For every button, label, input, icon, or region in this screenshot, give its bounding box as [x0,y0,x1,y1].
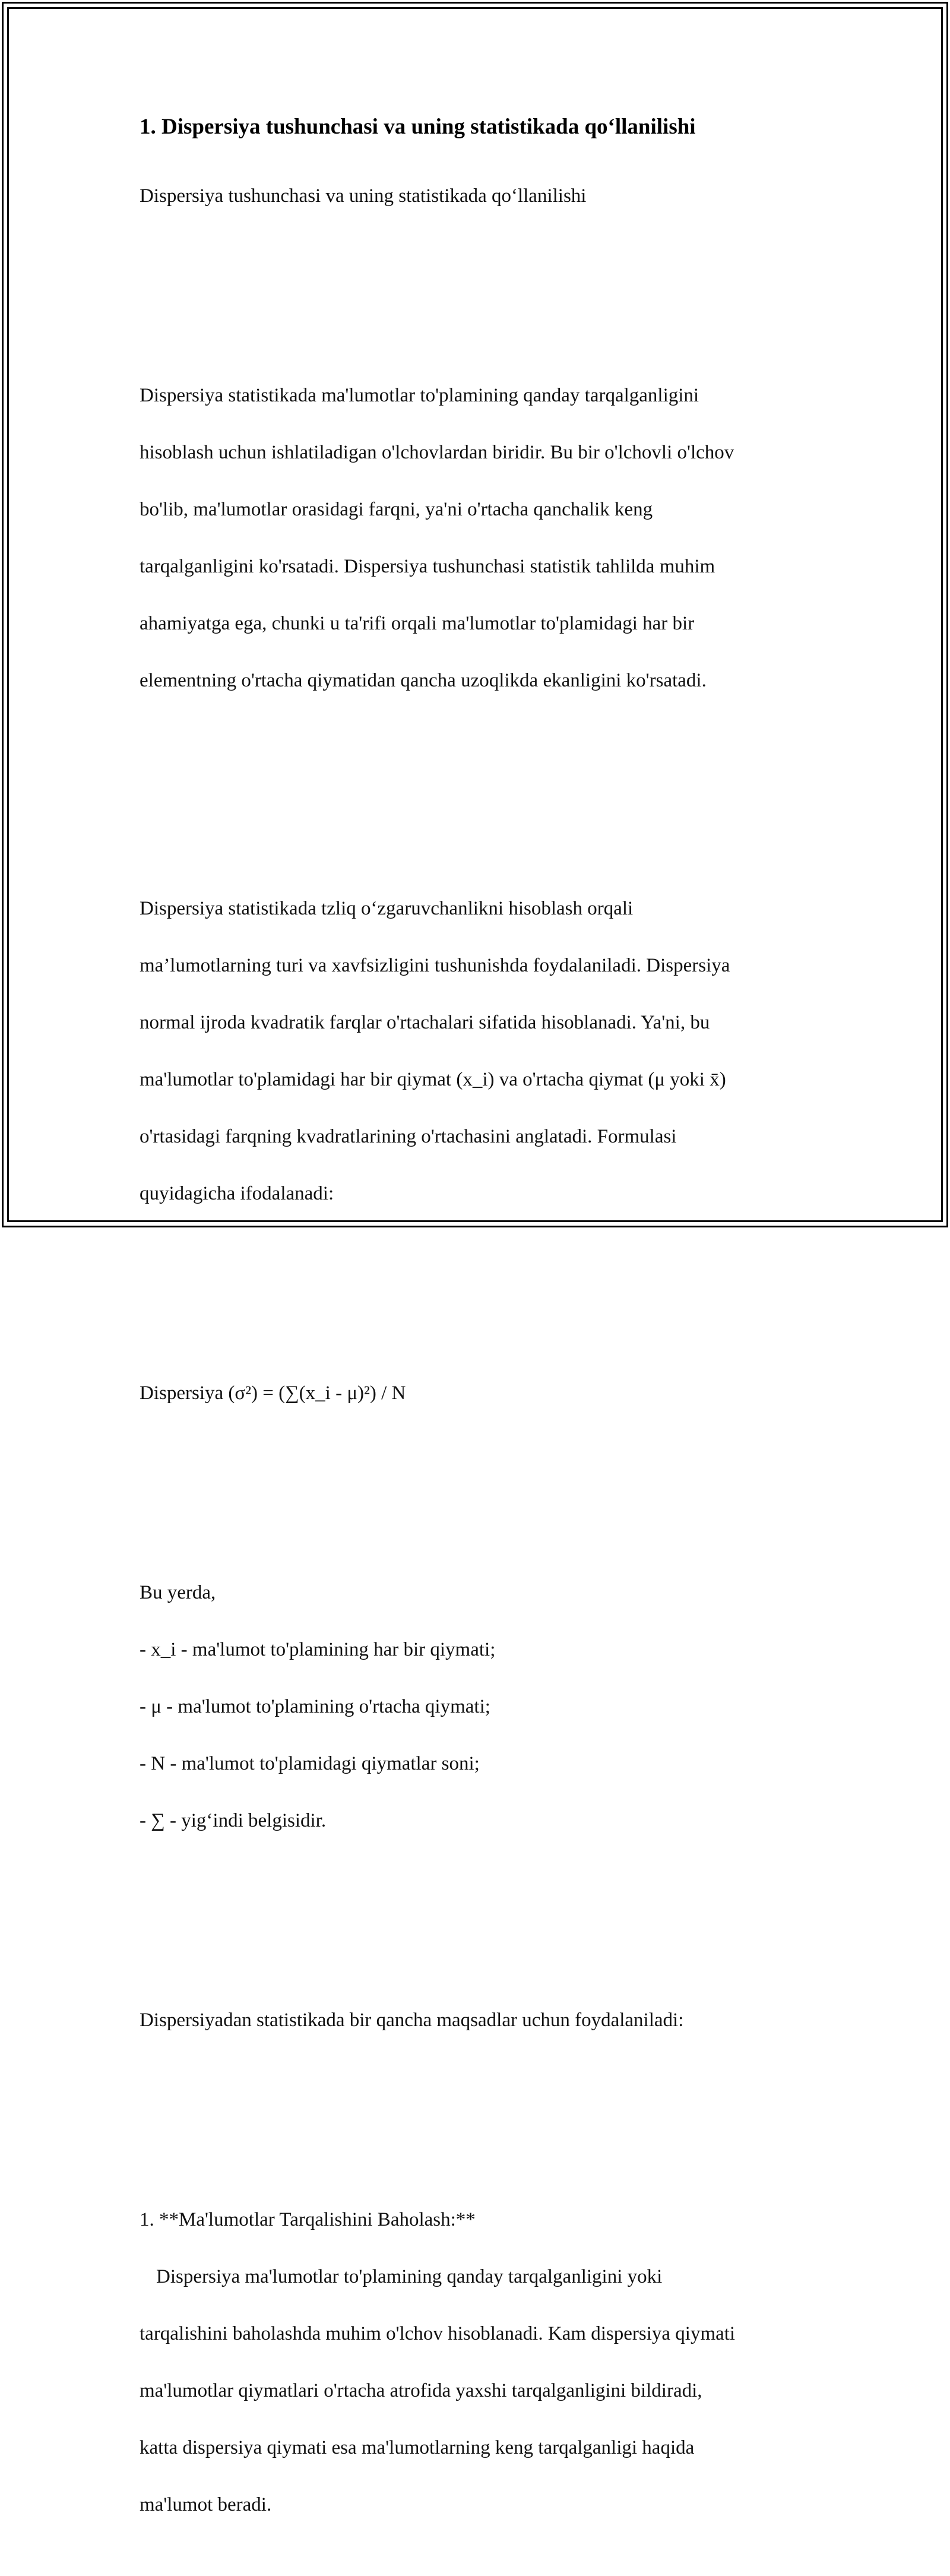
document-title: 1. Dispersiya tushunchasi va uning statistikada qo‘llanilishi [140,115,696,139]
legend-intro: Bu yerda, [140,1582,216,1603]
paragraph-2-line: normal ijroda kvadratik farqlar o'rtachalari sifatida hisoblanadi. Ya'ni, bu [140,1012,710,1033]
paragraph-1-line: bo'lib, ma'lumotlar orasidagi farqni, ya'ni o'rtacha qanchalik keng [140,499,653,520]
purpose-1-heading: 1. **Ma'lumotlar Tarqalishini Baholash:** [140,2209,476,2230]
purpose-1-line: ma'lumot beradi. [140,2494,272,2515]
paragraph-1-line: elementning o'rtacha qiymatidan qancha uzoqlikda ekanligini ko'rsatadi. [140,670,707,691]
legend-item: - μ - ma'lumot to'plamining o'rtacha qiymati; [140,1696,490,1717]
paragraph-1-line: tarqalganligini ko'rsatadi. Dispersiya tushunchasi statistik tahlilda muhim [140,556,715,577]
spacer [140,780,810,809]
purpose-1-line: tarqalishini baholashda muhim o'lchov hisoblanadi. Kam dispersiya qiymati [140,2323,736,2344]
purpose-1-line: katta dispersiya qiymati esa ma'lumotlarning keng tarqalganligi haqida [140,2437,695,2458]
spacer [140,1293,810,1322]
spacer [140,1920,810,1949]
paragraph-2-line: quyidagicha ifodalanadi: [140,1183,334,1204]
legend-item: - x_i - ma'lumot to'plamining har bir qiymati; [140,1639,496,1660]
paragraph-1-line: ahamiyatga ega, chunki u ta'rifi orqali ma'lumotlar to'plamidagi har bir [140,613,695,634]
paragraph-2-line: o'rtasidagi farqning kvadratlarining o'rtachasini anglatadi. Formulasi [140,1126,677,1147]
paragraph-1-line: Dispersiya statistikada ma'lumotlar to'plamining qanday tarqalganligini [140,385,699,406]
spacer [140,1464,810,1493]
legend-item: - N - ma'lumot to'plamidagi qiymatlar soni; [140,1753,480,1774]
paragraph-1-line: hisoblash uchun ishlatiladigan o'lchovlardan biridir. Bu bir o'lchovli o'lchov [140,442,734,463]
spacer [140,2091,810,2120]
paragraph-1 [140,353,810,723]
paragraph-2 [140,866,810,1236]
spacer [140,267,810,296]
subtitle-line: Dispersiya tushunchasi va uning statistikada qo‘llanilishi [140,185,587,207]
purpose-1-line: Dispersiya ma'lumotlar to'plamining qanday tarqalganligini yoki [156,2266,663,2287]
document-content [140,110,810,2576]
paragraph-2-line: ma'lumotlar to'plamidagi har bir qiymat (x_i) va o'rtacha qiymat (μ yoki x̄) [140,1069,726,1090]
purposes-intro: Dispersiyadan statistikada bir qancha maqsadlar uchun foydalaniladi: [140,2009,684,2031]
document-body [140,153,810,2576]
variance-formula: Dispersiya (σ²) = (∑(x_i - μ)²) / N [140,1382,406,1404]
formula-legend [140,1550,810,1863]
purpose-1 [140,2177,810,2547]
purpose-1-line: ma'lumotlar qiymatlari o'rtacha atrofida yaxshi tarqalganligini bildiradi, [140,2380,702,2401]
paragraph-2-line: Dispersiya statistikada tzliq o‘zgaruvchanlikni hisoblash orqali [140,898,634,919]
paragraph-2-line: ma’lumotlarning turi va xavfsizligini tushunishda foydalaniladi. Dispersiya [140,955,730,976]
legend-item: - ∑ - yig‘indi belgisidir. [140,1810,327,1831]
